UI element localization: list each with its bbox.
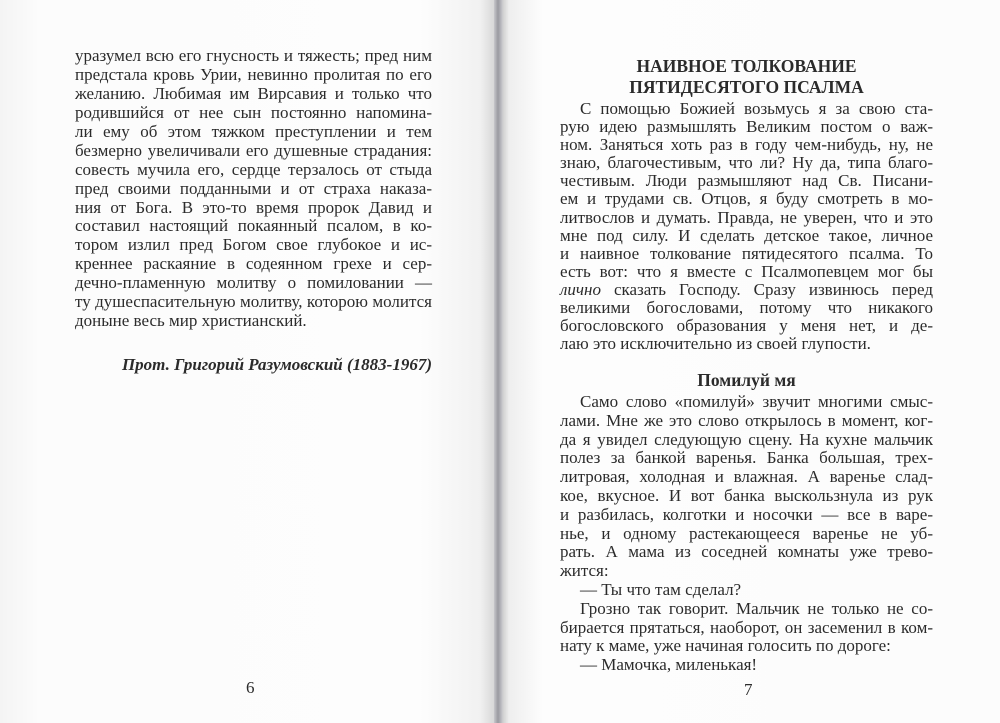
text-line: богословского образования у меня нет, и де- — [560, 316, 933, 336]
text-line: С помощью Божией возьмусь я за свою ста- — [580, 99, 933, 118]
text-line: бирается прятаться, наоборот, он засеменил в ком- — [560, 617, 933, 637]
text-line: тором излил пред Богом свое глубокое и ис- — [75, 235, 432, 255]
text-line: Грозно так говорит. Мальчик не только не со- — [580, 598, 933, 618]
text-line: мне под силу. И сделать детское такое, личное — [560, 225, 933, 245]
text-line: совесть мучила его, сердце терзалось от стыда — [75, 159, 432, 179]
attribution: Прот. Григорий Разумовский (1883-1967) — [121, 355, 432, 374]
line-text: сказать Господу. Сразу извинюсь перед — [600, 279, 933, 299]
text-line: жится: — [560, 561, 609, 581]
chapter-title-line: ПЯТИДЕСЯТОГО ПСАЛМА — [629, 77, 864, 97]
text-line: дечно-пламенную молитву о помиловании — — [75, 273, 432, 293]
text-line: и наивное толкование пятидесятого псалма. То — [560, 243, 933, 263]
text-line: ния от Бога. В это-то время пророк Давид и — [75, 197, 432, 217]
left-page — [0, 0, 497, 723]
text-line: доныне весь мир христианский. — [75, 311, 307, 331]
section-subtitle — [560, 370, 933, 391]
text-line — [560, 281, 933, 299]
text-line: нье, и одному растекающееся варенье не уб- — [560, 523, 933, 543]
text-line: ем и трудами св. Отцов, я буду смотреть в мо- — [560, 189, 933, 209]
text-line: — Мамочка, миленькая! — [580, 655, 758, 675]
text-line: ном. Заняться хоть раз в году чем-нибудь, ну, не — [560, 135, 933, 155]
text-line: предстала кровь Урии, невинно пролитая по его — [75, 64, 432, 84]
text-line: желанию. Любимая им Вирсавия и только что — [75, 83, 432, 103]
chapter-title-line: НАИВНОЕ ТОЛКОВАНИЕ — [636, 56, 857, 76]
text-line: безмерно увеличивали его душевные страдания: — [75, 140, 432, 160]
text-line: ли ему об этом тяжком преступлении и тем — [75, 121, 432, 141]
text-line: креннее раскаяние в содеянном грехе и сер- — [75, 254, 432, 274]
text-line: полез за банкой варенья. Банка большая, трех- — [560, 448, 933, 468]
subtitle-text: Помилуй мя — [697, 370, 796, 390]
page-number: 7 — [744, 680, 753, 699]
text-line: рую идею размышлять Великим постом о важ- — [560, 117, 933, 137]
text-line: родившийся от нее сын постоянно напомина- — [75, 102, 432, 122]
text-line: лами. Мне же это слово открылось в момент, ког- — [560, 410, 933, 430]
section-2-body — [560, 393, 933, 675]
text-line: великими богословами, потому что никакого — [560, 298, 933, 318]
text-line: — Ты что там сделал? — [580, 579, 742, 599]
section-1-body — [560, 100, 933, 353]
left-page-body — [75, 47, 432, 331]
text-line: знаю, благочестивым, что ли? Ну да, типа благо- — [560, 153, 933, 173]
emphasis-text: лично — [560, 279, 601, 299]
text-line: кое, вкусное. И вот банка выскользнула из рук — [560, 485, 933, 505]
text-line: честивым. Люди размышляют над Св. Писани- — [560, 171, 933, 191]
page-number: 6 — [246, 678, 255, 697]
text-line: да я увидел следующую сцену. На кухне мальчик — [560, 429, 933, 449]
text-line: лаю это исключительно из своей глупости. — [560, 334, 871, 354]
text-line: пред своими подданными и от страха наказа- — [75, 178, 432, 198]
text-line: рать. А мама из соседней комнаты уже трево- — [560, 542, 933, 562]
text-line: есть вот: что я вместе с Псалмопевцем мог бы — [560, 261, 933, 281]
chapter-title — [560, 56, 933, 98]
text-line: литровая, холодная и влажная. А варенье слад- — [560, 467, 933, 487]
text-line: ту душеспасительную молитву, которою молится — [75, 292, 432, 312]
text-line: уразумел всю его гнусность и тяжесть; пред ним — [75, 46, 432, 65]
text-line: составил настоящий покаянный псалом, в ко- — [75, 216, 432, 236]
text-line: нату к маме, уже начиная голосить по дороге: — [560, 636, 891, 656]
text-line: и разбилась, колготки и носочки — все в варе- — [560, 504, 933, 524]
text-line: Само слово «помилуй» звучит многими смыс- — [580, 392, 933, 411]
right-page — [503, 0, 1000, 723]
text-line: литвослов и думать. Правда, не уверен, что и это — [560, 207, 933, 227]
